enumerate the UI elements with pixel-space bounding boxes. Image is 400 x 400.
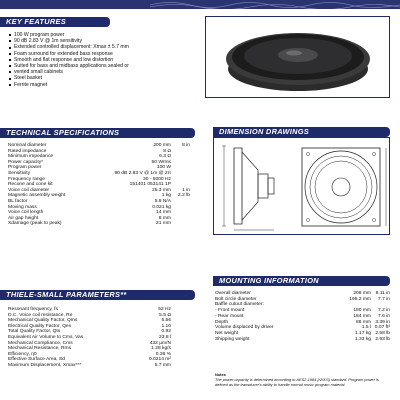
mount-unit: 8.11 in <box>375 291 390 296</box>
feature-item: Extended controlled displacement: Xmax ± 5.7 mm <box>8 44 188 50</box>
spec-value: 6.3 Ω <box>159 154 171 160</box>
spec-label: Minimum impedance <box>8 154 54 160</box>
param-label: Equivalent Air Volume to Cms, Vas <box>8 334 84 340</box>
spec-value: 30 - 5000 Hz <box>142 176 171 182</box>
mount-label: Baffle cutout diameter: <box>215 302 264 308</box>
table-row <box>8 221 190 227</box>
spec-label: Xdamage (peak to peak) <box>8 221 62 227</box>
param-label: D.C. Voice coil resistance, Re <box>8 312 73 318</box>
mount-label: Overall diameter <box>215 291 251 296</box>
feature-item: Ferrite magnet <box>8 82 188 88</box>
spec-value: 21 mm <box>156 221 171 227</box>
mount-value: 1.5 l <box>361 325 371 331</box>
feature-item: Steel basket <box>8 75 188 81</box>
param-label: Mechanical Quality Factor, Qms <box>8 318 78 324</box>
mount-unit: 2.58 lb <box>375 330 390 336</box>
speaker-dimension-drawing-icon <box>214 138 389 234</box>
spec-unit: 1 in <box>182 187 190 193</box>
param-label: Resonant frequency, fs <box>8 307 58 312</box>
mount-label: Bolt circle diameter <box>215 296 257 302</box>
spec-value: 90 dB 2.83 V @ 1m @ 2π <box>114 170 171 176</box>
mount-value: 184 mm <box>353 313 371 319</box>
param-value: 23.8 l <box>159 334 171 340</box>
spec-label: Air gap height <box>8 215 39 221</box>
param-value: 1.28 kg/s <box>151 346 171 352</box>
mount-label: - Rear mount <box>215 313 244 319</box>
mount-label: Volume displaced by driver <box>215 325 274 331</box>
spec-label: Rated impedance <box>8 148 47 154</box>
spec-label: Recone and cone kit <box>8 182 53 188</box>
spec-label: Voice coil diameter <box>8 187 50 193</box>
param-label: Mechanical Resistance, Rms <box>8 346 72 352</box>
mount-unit: 7.7 in <box>378 296 390 302</box>
speaker-photo-icon <box>206 17 389 97</box>
spec-label: Magnetic assembly weight <box>8 193 66 199</box>
table-row <box>215 337 390 343</box>
param-value: 5.5 Ω <box>159 312 171 318</box>
spec-value: 5.9 N/A <box>154 198 171 204</box>
notes-block <box>215 373 390 387</box>
spec-value: 1 kg <box>161 193 171 199</box>
spec-value: 25.3 mm <box>151 187 171 193</box>
spec-label: Sensitivity <box>8 170 31 176</box>
spec-label: Moving mass <box>8 204 37 210</box>
feature-item: 90 dB 2.83 V @ 1m sensitivity <box>8 38 188 44</box>
mount-label: - Front mount <box>215 308 245 314</box>
feature-item: 100 W program power <box>8 32 188 38</box>
param-value: 0.36 % <box>155 351 171 357</box>
wave-pattern-icon <box>150 0 400 9</box>
product-photo-frame <box>205 16 390 98</box>
feature-item: Smooth and flat response and low distortion <box>8 57 188 63</box>
spec-unit: 2.2 lb <box>178 193 190 199</box>
param-label: Total Quality Factor, Qts <box>8 329 61 335</box>
param-label: Effective Surface Area, Sd <box>8 357 65 363</box>
spec-value: 100 W <box>156 165 171 171</box>
spec-value: 50 Wrms <box>151 159 171 165</box>
param-value: 52 Hz <box>158 307 171 312</box>
spec-label: Power capacity* <box>8 159 44 165</box>
mount-value: 1.33 kg <box>354 336 371 342</box>
mount-value: 180 mm <box>353 308 371 314</box>
mount-unit: 0.07 ft³ <box>374 325 390 331</box>
param-label: Maximum Displacement, Xmax*** <box>8 362 82 368</box>
spec-label: BL factor <box>8 198 28 204</box>
mount-value: 195.2 mm <box>349 296 371 302</box>
param-label: Mechanical Compliance, Cms <box>8 340 73 346</box>
technical-specifications-table <box>8 143 190 227</box>
spec-label: Voice coil length <box>8 210 44 216</box>
spec-value: 8 Ω <box>163 148 171 154</box>
thiele-small-header: THIELE-SMALL PARAMETERS** <box>0 290 195 300</box>
notes-text: The power capacity is determined according to AES2-1984 (r2003) standard. Program power is defined as the transducer's ability to handle normal music program material. <box>215 376 379 387</box>
mount-value: 1.17 kg <box>354 330 371 336</box>
spec-unit: 8 in <box>182 143 190 148</box>
param-value: 5.7 mm <box>154 362 171 368</box>
mount-unit: 7.2 in <box>378 308 390 314</box>
spec-value: 200 mm <box>153 143 171 148</box>
feature-item: Suited for bass and midbass applications sealed or <box>8 63 188 69</box>
spec-value: 151401 053141 1P <box>129 182 171 188</box>
technical-specifications-header: TECHNICAL SPECIFICATIONS <box>0 128 195 138</box>
spec-label: Frequency range <box>8 176 45 182</box>
mount-label: Depth <box>215 319 229 325</box>
mount-label: Net weight <box>215 330 239 336</box>
dimension-drawings-frame <box>213 137 390 235</box>
param-value: 0.0214 m² <box>148 357 171 363</box>
mount-unit: 7.6 in <box>378 313 390 319</box>
mount-value: 86 mm <box>356 319 371 325</box>
mount-label: Shipping weight <box>215 336 250 342</box>
param-value: 1.10 <box>161 323 171 329</box>
spec-unit <box>174 221 190 227</box>
mount-unit: 2.93 lb <box>375 336 390 342</box>
dimension-drawings-header: DIMENSION DRAWINGS <box>213 127 390 137</box>
spec-value: 8 mm <box>158 215 171 221</box>
table-row <box>8 363 190 369</box>
feature-item: vented small cabinets <box>8 69 188 75</box>
feature-item: Foam surround for extended bass response <box>8 51 188 57</box>
thiele-small-table <box>8 307 190 369</box>
param-unit <box>174 363 190 369</box>
param-value: 0.92 <box>161 329 171 335</box>
param-value: 5.56 <box>161 318 171 324</box>
mount-unit: 3.39 in <box>375 319 390 325</box>
key-features-list <box>8 32 188 88</box>
mount-value: 208 mm <box>353 291 371 296</box>
key-features-header: KEY FEATURES <box>0 17 110 27</box>
notes-label: Notes <box>215 372 226 377</box>
spec-value: 0.021 kg <box>152 204 171 210</box>
mounting-information-table <box>215 291 390 342</box>
top-decorative-band <box>0 0 400 9</box>
param-label: Efficiency, η0 <box>8 351 37 357</box>
spec-value: 14 mm <box>156 210 171 216</box>
mounting-information-header: MOUNTING INFORMATION <box>213 276 390 286</box>
spec-label: Program power <box>8 165 42 171</box>
param-label: Electrical Quality Factor, Qes <box>8 323 72 329</box>
spec-label: Nominal diameter <box>8 143 47 148</box>
param-value: 432 µm/N <box>149 340 171 346</box>
